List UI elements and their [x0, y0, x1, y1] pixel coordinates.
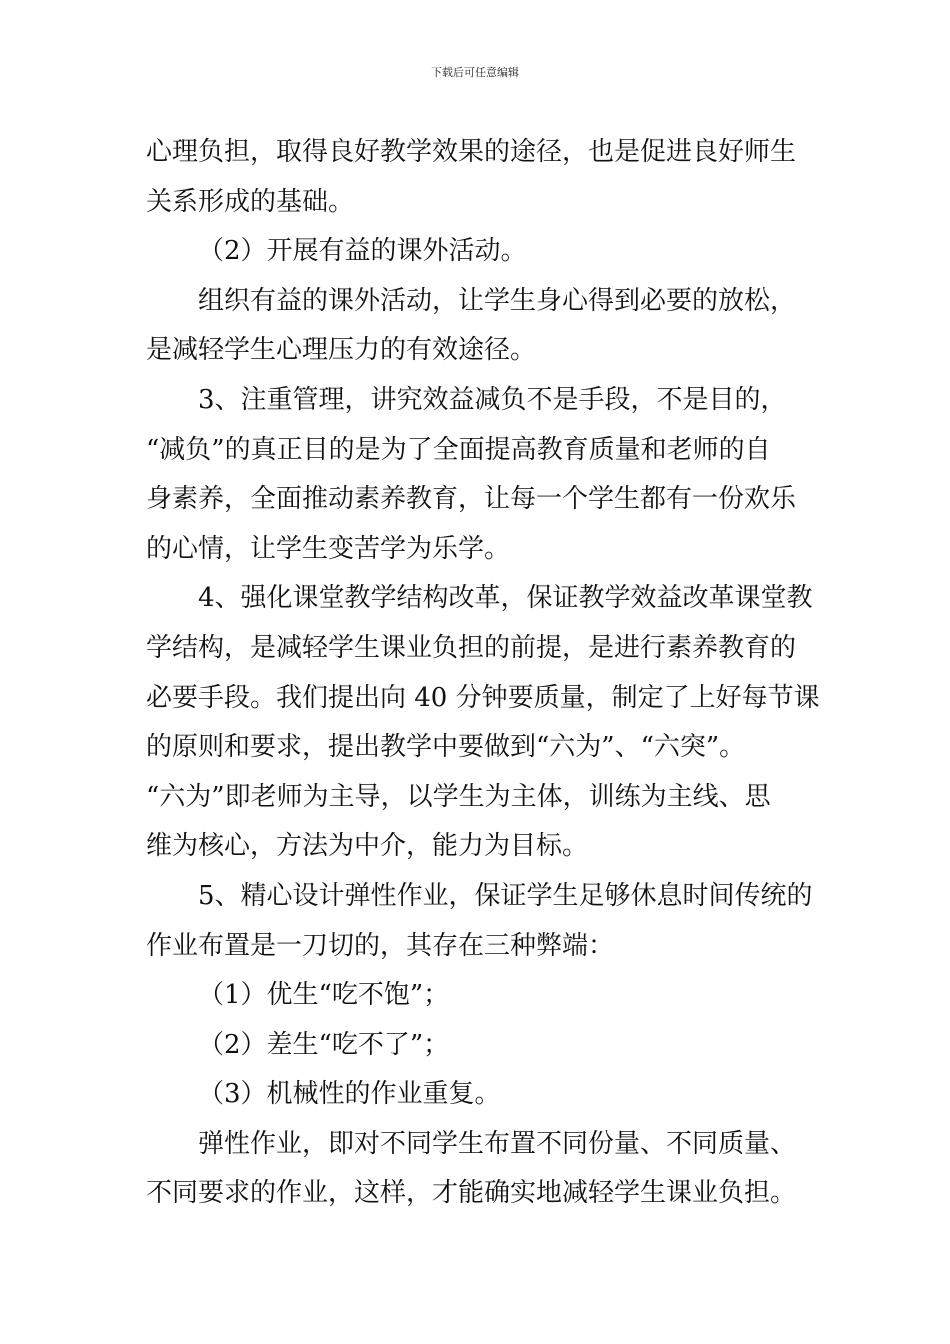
- paragraph-start-line: 4、强化课堂教学结构改革，保证教学效益改革课堂教: [198, 583, 813, 614]
- list-item-line: （3）机械性的作业重复。: [198, 1079, 501, 1110]
- text-line: “减负”的真正目的是为了全面提高教育质量和老师的自: [146, 434, 771, 465]
- text-line: 学结构，是减轻学生课业负担的前提，是进行素养教育的: [146, 632, 797, 663]
- text-line: 身素养，全面推动素养教育，让每一个学生都有一份欢乐: [146, 484, 797, 515]
- document-body: [146, 128, 820, 1219]
- page-header: 下载后可任意编辑: [431, 66, 519, 79]
- list-item-line: （2）差生“吃不了”；: [198, 1029, 450, 1060]
- text-line: 维为核心，方法为中介，能力为目标。: [146, 831, 589, 862]
- paragraph-start-line: 组织有益的课外活动，让学生身心得到必要的放松，: [198, 285, 797, 316]
- text-line: 心理负担，取得良好教学效果的途径，也是促进良好师生: [146, 137, 797, 167]
- text-line: 是减轻学生心理压力的有效途径。: [146, 335, 537, 366]
- paragraph-start-line: 弹性作业，即对不同学生布置不同份量、不同质量、: [198, 1128, 797, 1159]
- text-line: 关系形成的基础。: [146, 186, 355, 217]
- subheading-line: （2）开展有益的课外活动。: [198, 236, 527, 267]
- text-line: 的心情，让学生变苦学为乐学。: [146, 533, 511, 564]
- text-line: 的原则和要求，提出教学中要做到“六为”、“六突”。: [146, 732, 746, 763]
- text-line: 必要手段。我们提出向 40 分钟要质量，制定了上好每节课: [146, 682, 820, 713]
- text-line: 作业布置是一刀切的，其存在三种弊端：: [146, 930, 615, 961]
- paragraph-start-line: 3、注重管理，讲究效益减负不是手段，不是目的，: [198, 384, 787, 415]
- text-line: “六为”即老师为主导，以学生为主体，训练为主线、思: [146, 781, 771, 812]
- text-line: 不同要求的作业，这样，才能确实地减轻学生课业负担。: [146, 1178, 797, 1209]
- list-item-line: （1）优生“吃不饱”；: [198, 980, 450, 1011]
- paragraph-start-line: 5、精心设计弹性作业，保证学生足够休息时间传统的: [198, 880, 813, 911]
